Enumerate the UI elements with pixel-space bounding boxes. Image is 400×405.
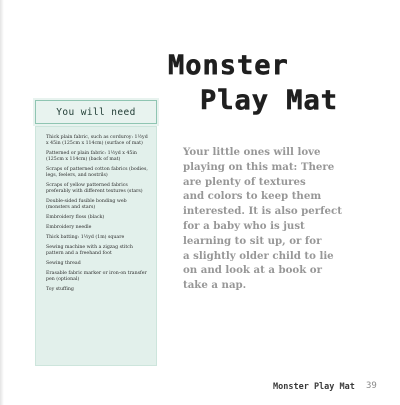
intro-line: learning to sit up, or for [183, 234, 322, 247]
materials-item: Thick batting: 1½yd (1m) square [46, 235, 125, 240]
intro-line: playing on this mat: There [183, 160, 335, 173]
you-will-need-heading: You will need [56, 106, 136, 118]
materials-item: Embroidery floss (black) [46, 215, 105, 220]
materials-item: Erasable fabric marker or iron-on transfer pen (optional) [46, 271, 147, 282]
intro-line: Your little ones will love [183, 146, 321, 158]
materials-item: Scraps of patterned cotton fabrics (bodies, legs, feelers, and nostrils) [46, 167, 148, 178]
page-edge-shadow [0, 0, 4, 405]
title-line-1: Monster [168, 50, 289, 81]
intro-line: interested. It is also perfect [183, 205, 342, 218]
intro-line: for a baby who is just [183, 219, 305, 232]
materials-item: Sewing machine with a zigzag stitch pattern and a freehand foot [46, 245, 133, 256]
intro-line: and colors to keep them [183, 190, 322, 203]
intro-line: are plenty of textures [183, 175, 306, 188]
materials-list [35, 126, 157, 366]
page-number: 39 [366, 381, 377, 391]
materials-item: Toy stuffing [46, 287, 74, 292]
intro-line: a slightly older child to lie [183, 249, 334, 262]
title-line-2: Play Mat [200, 85, 339, 116]
materials-item: Embroidery needle [46, 225, 92, 230]
materials-item: Scraps of yellow patterned fabrics preferably with different textures (stars) [46, 183, 143, 194]
intro-line: take a nap. [183, 279, 247, 292]
materials-item: Patterned or plain fabric: 1½yd x 45in (125cm x 114cm) (back of mat) [46, 151, 137, 162]
materials-item: Sewing thread [46, 261, 81, 266]
intro-paragraph [183, 145, 359, 293]
materials-item: Double-sided fusible bonding web (monsters and stars) [46, 199, 127, 210]
materials-item: Thick plain fabric, such as corduroy: 1½yd x 45in (125cm x 114cm) (surface of mat) [46, 135, 148, 146]
running-footer-title: Monster Play Mat [273, 382, 355, 392]
intro-line: on and look at a book or [183, 264, 322, 277]
you-will-need-header [35, 100, 157, 124]
